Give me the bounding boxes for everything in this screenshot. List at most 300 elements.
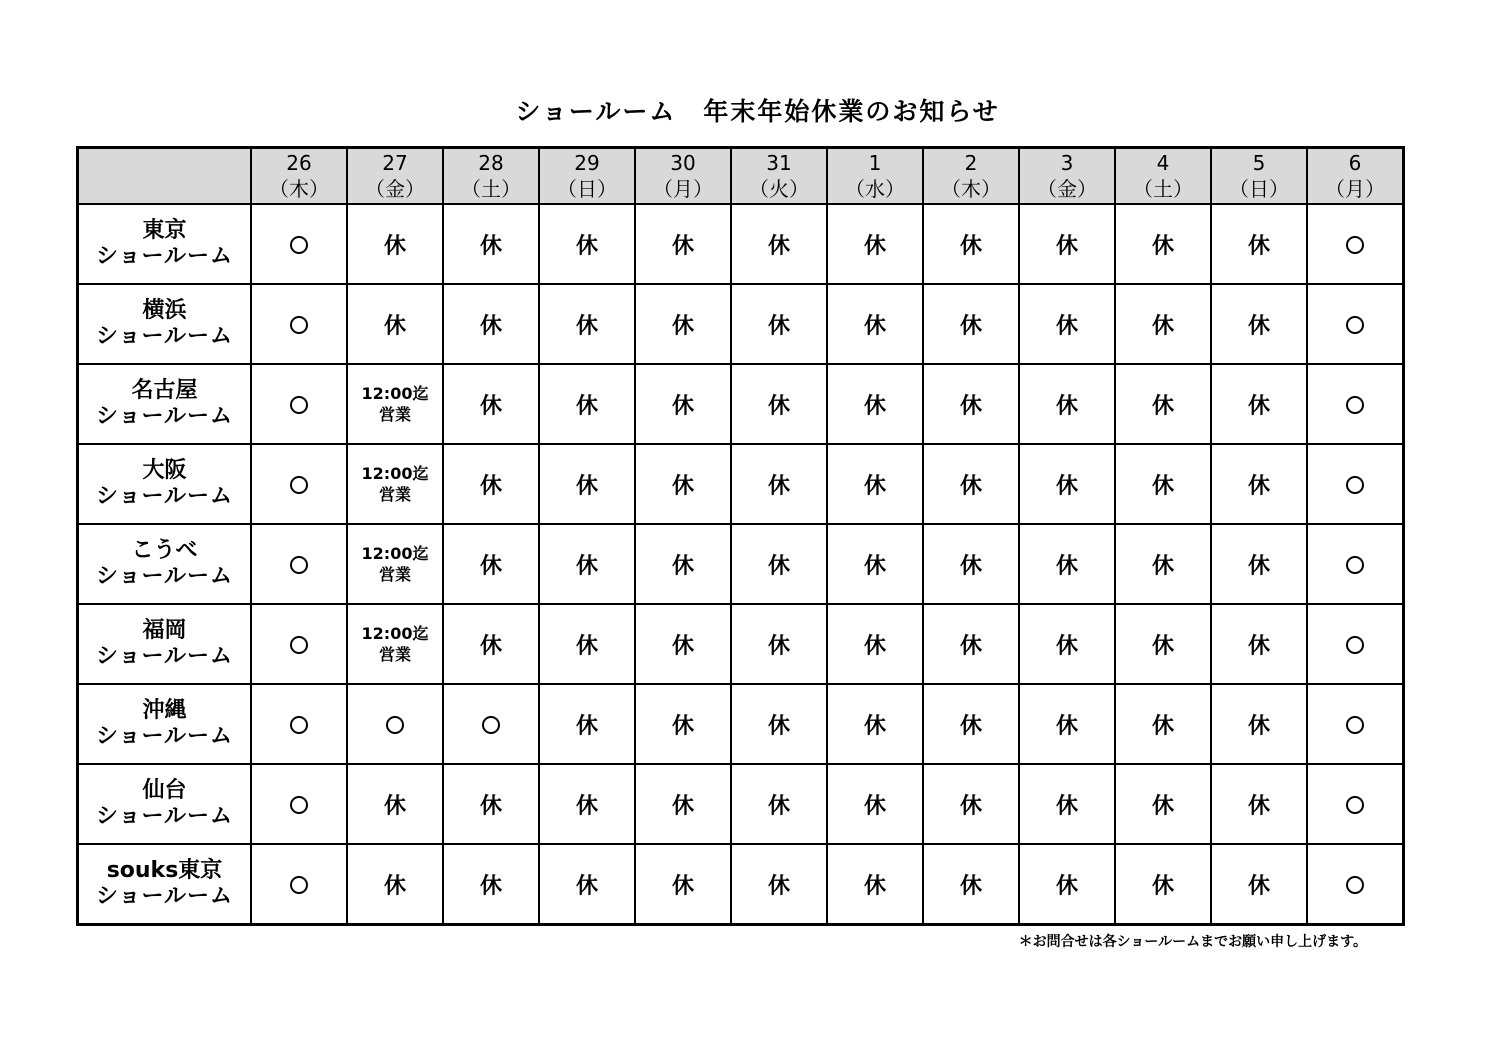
status-cell <box>1211 524 1307 604</box>
day-header <box>1307 148 1404 205</box>
status-cell <box>923 444 1019 524</box>
partial-open-text <box>348 623 442 665</box>
open-circle-icon <box>1346 236 1364 254</box>
status-cell <box>443 764 539 844</box>
status-cell <box>251 764 347 844</box>
closed-mark: 休 <box>575 393 598 419</box>
status-cell <box>443 364 539 444</box>
status-cell <box>1211 604 1307 684</box>
status-cell <box>635 364 731 444</box>
closed-mark: 休 <box>671 713 694 739</box>
status-cell <box>1115 844 1211 925</box>
day-date: 28 <box>478 151 504 175</box>
closed-mark: 休 <box>767 473 790 499</box>
status-cell <box>923 684 1019 764</box>
status-cell <box>1019 204 1115 284</box>
status-cell <box>1115 604 1211 684</box>
closed-mark: 休 <box>863 233 886 259</box>
closed-mark: 休 <box>383 873 406 899</box>
table-row <box>78 764 1404 844</box>
open-circle-icon <box>290 876 308 894</box>
closed-mark: 休 <box>479 553 502 579</box>
status-cell <box>1115 364 1211 444</box>
showroom-name-cell <box>78 844 252 925</box>
closed-mark: 休 <box>1055 473 1078 499</box>
day-weekday: （日） <box>557 177 617 201</box>
showroom-name-cell <box>78 444 252 524</box>
showroom-suffix: ショールーム <box>95 644 234 669</box>
closed-mark: 休 <box>1055 553 1078 579</box>
status-cell <box>1211 364 1307 444</box>
closed-mark: 休 <box>1151 633 1174 659</box>
closed-mark: 休 <box>671 553 694 579</box>
day-date: 4 <box>1156 151 1170 175</box>
status-cell <box>731 844 827 925</box>
day-weekday: （水） <box>845 177 905 201</box>
partial-open-line: 12:00迄 <box>361 384 429 403</box>
showroom-name-cell <box>78 764 252 844</box>
day-weekday: （日） <box>1229 177 1289 201</box>
status-cell <box>731 524 827 604</box>
showroom-suffix: ショールーム <box>95 724 234 749</box>
showroom-name: 大阪 <box>142 458 187 483</box>
status-cell <box>731 284 827 364</box>
closed-mark: 休 <box>863 313 886 339</box>
showroom-name-cell <box>78 284 252 364</box>
showroom-name: こうべ <box>131 538 198 563</box>
closed-mark: 休 <box>1247 393 1270 419</box>
status-cell <box>251 524 347 604</box>
closed-mark: 休 <box>1151 873 1174 899</box>
status-cell <box>539 284 635 364</box>
closed-mark: 休 <box>863 713 886 739</box>
table-body <box>78 204 1404 925</box>
status-cell <box>1115 444 1211 524</box>
partial-open-line: 12:00迄 <box>361 464 429 483</box>
closed-mark: 休 <box>1055 713 1078 739</box>
closed-mark: 休 <box>1151 793 1174 819</box>
status-cell <box>539 444 635 524</box>
status-cell <box>443 604 539 684</box>
status-cell <box>731 764 827 844</box>
status-cell <box>1019 444 1115 524</box>
day-header <box>731 148 827 205</box>
status-cell <box>635 204 731 284</box>
showroom-suffix: ショールーム <box>95 804 234 829</box>
status-cell <box>347 524 443 604</box>
status-cell <box>1019 284 1115 364</box>
closed-mark: 休 <box>959 713 982 739</box>
status-cell <box>443 844 539 925</box>
status-cell <box>731 204 827 284</box>
status-cell <box>923 524 1019 604</box>
closed-mark: 休 <box>959 633 982 659</box>
closed-mark: 休 <box>575 313 598 339</box>
day-header <box>347 148 443 205</box>
status-cell <box>1307 604 1404 684</box>
closed-mark: 休 <box>767 393 790 419</box>
closed-mark: 休 <box>959 553 982 579</box>
status-cell <box>635 684 731 764</box>
showroom-name-cell <box>78 684 252 764</box>
closed-mark: 休 <box>863 793 886 819</box>
status-cell <box>347 284 443 364</box>
partial-open-text <box>348 383 442 425</box>
status-cell <box>923 364 1019 444</box>
day-weekday: （金） <box>365 177 425 201</box>
day-weekday: （土） <box>1133 177 1193 201</box>
showroom-name: 福岡 <box>142 618 187 643</box>
status-cell <box>539 764 635 844</box>
closed-mark: 休 <box>1055 793 1078 819</box>
closed-mark: 休 <box>1151 553 1174 579</box>
day-header <box>1019 148 1115 205</box>
closed-mark: 休 <box>767 633 790 659</box>
table-row <box>78 444 1404 524</box>
status-cell <box>251 684 347 764</box>
open-circle-icon <box>1346 316 1364 334</box>
open-circle-icon <box>290 396 308 414</box>
day-date: 3 <box>1060 151 1074 175</box>
closed-mark: 休 <box>1151 233 1174 259</box>
partial-open-line: 営業 <box>378 485 411 504</box>
status-cell <box>923 284 1019 364</box>
day-header <box>827 148 923 205</box>
showroom-suffix: ショールーム <box>95 564 234 589</box>
status-cell <box>1115 764 1211 844</box>
closed-mark: 休 <box>671 473 694 499</box>
open-circle-icon <box>290 636 308 654</box>
holiday-schedule-table <box>76 146 1405 926</box>
status-cell <box>251 444 347 524</box>
day-weekday: （月） <box>653 177 713 201</box>
status-cell <box>1211 844 1307 925</box>
status-cell <box>731 604 827 684</box>
day-header <box>923 148 1019 205</box>
closed-mark: 休 <box>1247 233 1270 259</box>
day-date: 30 <box>670 151 696 175</box>
status-cell <box>539 364 635 444</box>
partial-open-text <box>348 543 442 585</box>
closed-mark: 休 <box>1247 873 1270 899</box>
open-circle-icon <box>1346 876 1364 894</box>
status-cell <box>1115 524 1211 604</box>
day-date: 27 <box>382 151 408 175</box>
open-circle-icon <box>290 796 308 814</box>
closed-mark: 休 <box>383 313 406 339</box>
status-cell <box>1019 364 1115 444</box>
partial-open-line: 12:00迄 <box>361 544 429 563</box>
status-cell <box>923 764 1019 844</box>
status-cell <box>923 604 1019 684</box>
closed-mark: 休 <box>1151 473 1174 499</box>
open-circle-icon <box>1346 796 1364 814</box>
open-circle-icon <box>290 316 308 334</box>
status-cell <box>827 764 923 844</box>
header-corner-cell <box>78 148 252 205</box>
status-cell <box>443 284 539 364</box>
status-cell <box>347 604 443 684</box>
status-cell <box>347 684 443 764</box>
partial-open-line: 12:00迄 <box>361 624 429 643</box>
closed-mark: 休 <box>1151 393 1174 419</box>
status-cell <box>1211 284 1307 364</box>
open-circle-icon <box>1346 476 1364 494</box>
open-circle-icon <box>290 476 308 494</box>
closed-mark: 休 <box>1055 313 1078 339</box>
status-cell <box>443 684 539 764</box>
closed-mark: 休 <box>671 393 694 419</box>
day-header <box>1115 148 1211 205</box>
status-cell <box>347 364 443 444</box>
closed-mark: 休 <box>1055 873 1078 899</box>
day-weekday: （金） <box>1037 177 1097 201</box>
table-row <box>78 284 1404 364</box>
status-cell <box>251 364 347 444</box>
status-cell <box>635 604 731 684</box>
closed-mark: 休 <box>863 873 886 899</box>
closed-mark: 休 <box>575 473 598 499</box>
status-cell <box>1019 604 1115 684</box>
closed-mark: 休 <box>767 873 790 899</box>
open-circle-icon <box>290 236 308 254</box>
closed-mark: 休 <box>863 553 886 579</box>
table-row <box>78 684 1404 764</box>
day-weekday: （土） <box>461 177 521 201</box>
closed-mark: 休 <box>575 793 598 819</box>
closed-mark: 休 <box>1055 233 1078 259</box>
status-cell <box>1211 764 1307 844</box>
status-cell <box>635 844 731 925</box>
day-date: 5 <box>1252 151 1266 175</box>
day-date: 26 <box>286 151 312 175</box>
closed-mark: 休 <box>863 473 886 499</box>
showroom-name-cell <box>78 204 252 284</box>
status-cell <box>443 204 539 284</box>
partial-open-text <box>348 463 442 505</box>
status-cell <box>827 524 923 604</box>
closed-mark: 休 <box>479 473 502 499</box>
closed-mark: 休 <box>767 553 790 579</box>
showroom-name-cell <box>78 524 252 604</box>
status-cell <box>1307 844 1404 925</box>
status-cell <box>443 444 539 524</box>
closed-mark: 休 <box>959 873 982 899</box>
closed-mark: 休 <box>479 873 502 899</box>
closed-mark: 休 <box>1055 633 1078 659</box>
closed-mark: 休 <box>479 633 502 659</box>
day-weekday: （火） <box>749 177 809 201</box>
table-row <box>78 204 1404 284</box>
page-title: ショールーム 年末年始休業のお知らせ <box>515 97 1000 126</box>
open-circle-icon <box>482 716 500 734</box>
status-cell <box>827 204 923 284</box>
status-cell <box>731 364 827 444</box>
table-row <box>78 604 1404 684</box>
status-cell <box>635 524 731 604</box>
closed-mark: 休 <box>959 393 982 419</box>
status-cell <box>1115 284 1211 364</box>
closed-mark: 休 <box>1247 313 1270 339</box>
showroom-suffix: ショールーム <box>95 324 234 349</box>
status-cell <box>1211 444 1307 524</box>
showroom-name: 沖縄 <box>142 698 187 723</box>
status-cell <box>731 444 827 524</box>
closed-mark: 休 <box>671 313 694 339</box>
day-header <box>1211 148 1307 205</box>
closed-mark: 休 <box>671 793 694 819</box>
closed-mark: 休 <box>671 233 694 259</box>
status-cell <box>347 764 443 844</box>
day-header <box>539 148 635 205</box>
day-date: 2 <box>964 151 978 175</box>
showroom-suffix: ショールーム <box>95 244 234 269</box>
day-date: 1 <box>868 151 882 175</box>
status-cell <box>1307 204 1404 284</box>
showroom-name: 横浜 <box>142 298 187 323</box>
closed-mark: 休 <box>1247 713 1270 739</box>
status-cell <box>443 524 539 604</box>
closed-mark: 休 <box>1055 393 1078 419</box>
status-cell <box>1019 764 1115 844</box>
status-cell <box>1307 364 1404 444</box>
status-cell <box>635 284 731 364</box>
status-cell <box>1307 684 1404 764</box>
status-cell <box>1019 684 1115 764</box>
footnote: ＊お問合せは各ショールームまでお願い申し上げます。 <box>1018 934 1367 950</box>
open-circle-icon <box>290 716 308 734</box>
closed-mark: 休 <box>575 873 598 899</box>
day-header <box>635 148 731 205</box>
status-cell <box>347 844 443 925</box>
showroom-name: souks東京 <box>106 858 223 883</box>
closed-mark: 休 <box>671 633 694 659</box>
day-date: 29 <box>574 151 600 175</box>
partial-open-line: 営業 <box>378 405 411 424</box>
day-weekday: （木） <box>941 177 1001 201</box>
closed-mark: 休 <box>767 233 790 259</box>
status-cell <box>251 604 347 684</box>
closed-mark: 休 <box>479 793 502 819</box>
status-cell <box>827 364 923 444</box>
status-cell <box>1307 764 1404 844</box>
day-weekday: （木） <box>269 177 329 201</box>
status-cell <box>347 204 443 284</box>
showroom-name: 東京 <box>142 218 187 243</box>
status-cell <box>635 764 731 844</box>
status-cell <box>539 604 635 684</box>
table-row <box>78 844 1404 925</box>
showroom-name: 名古屋 <box>131 378 198 403</box>
closed-mark: 休 <box>479 313 502 339</box>
partial-open-line: 営業 <box>378 645 411 664</box>
closed-mark: 休 <box>575 233 598 259</box>
closed-mark: 休 <box>479 393 502 419</box>
closed-mark: 休 <box>767 713 790 739</box>
closed-mark: 休 <box>1247 793 1270 819</box>
closed-mark: 休 <box>959 473 982 499</box>
status-cell <box>1307 524 1404 604</box>
open-circle-icon <box>386 716 404 734</box>
header-row <box>78 148 1404 205</box>
status-cell <box>251 284 347 364</box>
closed-mark: 休 <box>575 633 598 659</box>
closed-mark: 休 <box>959 233 982 259</box>
closed-mark: 休 <box>383 233 406 259</box>
day-weekday: （月） <box>1325 177 1385 201</box>
open-circle-icon <box>1346 396 1364 414</box>
day-date: 6 <box>1348 151 1362 175</box>
showroom-suffix: ショールーム <box>95 484 234 509</box>
status-cell <box>923 204 1019 284</box>
showroom-suffix: ショールーム <box>95 884 234 909</box>
closed-mark: 休 <box>1247 553 1270 579</box>
open-circle-icon <box>290 556 308 574</box>
status-cell <box>1019 524 1115 604</box>
open-circle-icon <box>1346 636 1364 654</box>
closed-mark: 休 <box>1151 313 1174 339</box>
status-cell <box>1019 844 1115 925</box>
closed-mark: 休 <box>383 793 406 819</box>
showroom-suffix: ショールーム <box>95 404 234 429</box>
status-cell <box>827 604 923 684</box>
status-cell <box>251 844 347 925</box>
showroom-name-cell <box>78 364 252 444</box>
status-cell <box>539 684 635 764</box>
day-header <box>443 148 539 205</box>
status-cell <box>1307 284 1404 364</box>
status-cell <box>1307 444 1404 524</box>
closed-mark: 休 <box>575 713 598 739</box>
status-cell <box>827 444 923 524</box>
partial-open-line: 営業 <box>378 565 411 584</box>
status-cell <box>251 204 347 284</box>
status-cell <box>539 204 635 284</box>
status-cell <box>1115 684 1211 764</box>
closed-mark: 休 <box>767 793 790 819</box>
status-cell <box>1115 204 1211 284</box>
status-cell <box>827 284 923 364</box>
status-cell <box>731 684 827 764</box>
closed-mark: 休 <box>863 393 886 419</box>
status-cell <box>827 844 923 925</box>
showroom-name-cell <box>78 604 252 684</box>
table-row <box>78 524 1404 604</box>
status-cell <box>1211 684 1307 764</box>
status-cell <box>827 684 923 764</box>
status-cell <box>539 844 635 925</box>
closed-mark: 休 <box>1247 633 1270 659</box>
open-circle-icon <box>1346 716 1364 734</box>
closed-mark: 休 <box>671 873 694 899</box>
closed-mark: 休 <box>575 553 598 579</box>
status-cell <box>1211 204 1307 284</box>
day-header <box>251 148 347 205</box>
table-row <box>78 364 1404 444</box>
status-cell <box>923 844 1019 925</box>
closed-mark: 休 <box>479 233 502 259</box>
closed-mark: 休 <box>959 313 982 339</box>
closed-mark: 休 <box>959 793 982 819</box>
status-cell <box>539 524 635 604</box>
status-cell <box>347 444 443 524</box>
open-circle-icon <box>1346 556 1364 574</box>
closed-mark: 休 <box>767 313 790 339</box>
status-cell <box>635 444 731 524</box>
closed-mark: 休 <box>1151 713 1174 739</box>
closed-mark: 休 <box>1247 473 1270 499</box>
day-date: 31 <box>766 151 792 175</box>
